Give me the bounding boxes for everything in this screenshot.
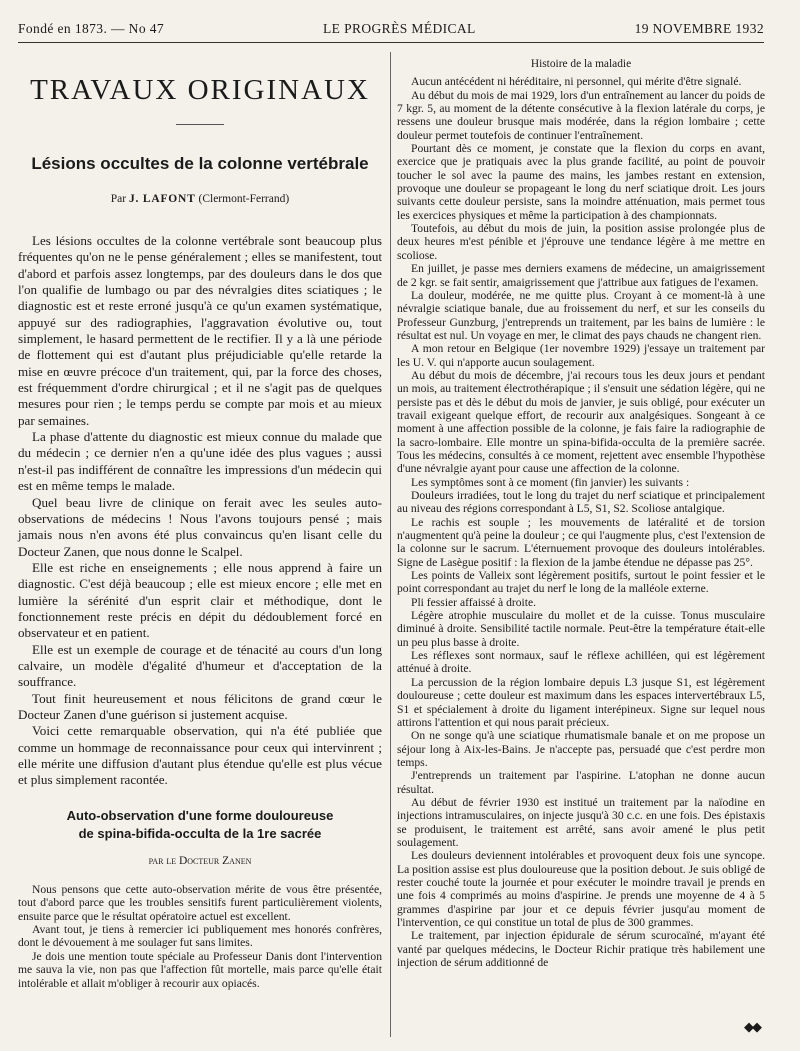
paragraph: Au début du mois de décembre, j'ai recours tous les deux jours et pendant un mois, au traitement électrothérapique ; il s'ensuit une sédation légère, qui ne persiste pas et dès le début du mois de janvier, je suis obligé, pour exécuter un travail exigeant quelque effort, de recourir aux analgésiques. Songeant à ce moment à une affection possible de la colonne, je fais faire la radiographie de la sacro-lombaire. Elle montre un spina-bifida-occulta de la première sacrée. Tous les médecins, consultés à ce moment, rejettent avec ensemble l'hypothèse d'une névralgie ayant pour cause une affection de la colonne.	[397, 368, 765, 476]
author-name: J. LAFONT	[129, 193, 196, 205]
sub-title-line-1: Auto-observation d'une forme douloureuse	[66, 807, 334, 823]
paragraph: Pourtant dès ce moment, je constate que la flexion du corps en avant, exercice que je pratiquais avec la plus grande facilité, au point de pouvoir toucher le sol avec la paume des mains, les jambes restant en extension, provoque une douleur se propageant le long du nerf sciatique droit. Les jours suivants cette douleur persiste, sans la moindre atténuation, mais permet tous les exercices physiques et même la participation à des championnats.	[397, 142, 765, 222]
article-title: Lésions occultes de la colonne vertébrale	[31, 154, 369, 173]
end-ornament: ◆◆	[744, 1019, 760, 1034]
paragraph: On ne songe qu'à une sciatique rhumatismale banale et on me propose un séjour long à Aix-les-Bains. Je n'accepte pas, persuadé que c'est perdre mon temps.	[397, 729, 765, 769]
paragraph: Voici cette remarquable observation, qui n'a été publiée que comme un hommage de reconnaissance pour ceux qui intervinrent ; elle mérite une diffusion d'autant plus étendue qu'elle est plus vécue et plus simplement racontée.	[18, 723, 382, 788]
section-title: TRAVAUX ORIGINAUX	[30, 74, 370, 106]
paragraph: Les points de Valleix sont légèrement positifs, surtout le point fessier et le point correspondant au trajet du nerf le long de la malléole externe.	[397, 569, 765, 596]
byline-prefix: Par	[110, 193, 127, 205]
sub-title-line-2: de spina-bifida-occulta de la 1re sacrée	[78, 825, 322, 841]
paragraph: Quel beau livre de clinique on ferait avec les seules auto-observations de médecins ! Nous l'avons toujours pensé ; mais jamais nous n'en avons été plus convaincus qu'en lisant celle du Docteur Zanen, que nous donne le Scalpel.	[18, 494, 382, 559]
paragraph: Légère atrophie musculaire du mollet et de la cuisse. Tonus musculaire diminué à droite. Sensibilité tactile normale. Peut-être la température était-elle un peu plus basse à droite.	[397, 609, 765, 649]
header-founded: Fondé en 1873. — No 47	[18, 21, 165, 36]
paragraph: A mon retour en Belgique (1er novembre 1929) j'essaye un traitement par les U. V. qui n'apporte aucun soulagement.	[397, 342, 765, 369]
paragraph: J'entreprends un traitement par l'aspirine. L'atophan ne donne aucun résultat.	[397, 769, 765, 796]
paragraph: La douleur, modérée, ne me quitte plus. Croyant à ce moment-là à une névralgie sciatique banale, due au froissement du nerf, et sur les conseils du Professeur Gunzburg, j'entreprends un traitement, par les bains de lumière : le résultat est nul. Un voyage en mer, le climat des pays chauds ne changent rien.	[397, 288, 765, 342]
sub-article-byline: par le Docteur Zanen	[148, 854, 252, 867]
article-byline	[18, 193, 382, 205]
paragraph: Avant tout, je tiens à remercier ici publiquement mes honorés confrères, dont le dévouement à me soulager fut sans limites.	[18, 922, 382, 950]
author-affiliation: (Clermont-Ferrand)	[198, 193, 290, 205]
paragraph: Au début de février 1930 est institué un traitement par la naïodine en injections intramusculaires, on injecte jusqu'à 30 c.c. en une fois. Des épistaxis se produisent, le traitement est arrêté, sans avoir amené le plus petit soulagement.	[397, 795, 765, 849]
left-column	[18, 58, 382, 990]
paragraph: Au début du mois de mai 1929, lors d'un entraînement au lancer du poids de 7 kgr. 5, au moment de la détente consécutive à la flexion latérale du corps, je ressens une douleur brusque mais modérée, dans la région lombaire ; cette douleur permet toutefois de continuer l'entraînement.	[397, 88, 765, 142]
paragraph: Les lésions occultes de la colonne vertébrale sont beaucoup plus fréquentes qu'on ne le pense généralement ; elles se manifestent, tout d'abord et parfois assez longtemps, par des douleurs dans le dos que l'on qualifie de lumbago ou par des névralgies dites sciatiques ; le diagnostic est et reste erroné jusqu'à ce qu'un examen systématique, appuyé sur des radiographies, l'aggravation évolutive ou, tout simplement, le hasard permettent de le rectifier. Il y a là une période de flottement qui est d'autant plus préjudiciable qu'elle retarde la mise en œuvre précoce d'un traitement, qui, par la force des choses, est fréquemment d'ordre chirurgical ; et il ne s'agit pas de quelques mesures pour rien ; le temps perdu se compte par mois et au mieux par semaines.	[18, 233, 382, 428]
history-heading: Histoire de la maladie	[530, 58, 632, 70]
paragraph: Les symptômes sont à ce moment (fin janvier) les suivants :	[411, 475, 690, 489]
sub-article-title	[18, 807, 382, 843]
paragraph: Le traitement, par injection épidurale de sérum scurocaïné, m'ayant été vanté par quelques médecins, le Docteur Richir pratique très habilement une injection de sérum additionné de	[397, 929, 765, 970]
paragraph: Nous pensons que cette auto-observation mérite de vous être présentée, tout d'abord parce que les troubles sensitifs furent particulièrement violents, ensuite parce que le résultat opératoire actuel est excellent.	[18, 882, 382, 923]
title-rule	[176, 124, 224, 125]
journal-name: LE PROGRÈS MÉDICAL	[323, 21, 476, 36]
paragraph: Elle est riche en enseignements ; elle nous apprend à faire un diagnostic. C'est déjà beaucoup ; elle est mieux encore ; elle met en lumière la sérénité d'un esprit clair et méthodique, dont le fonctionnement reste précis en dépit du dédoublement forcé en observateur et en patient.	[18, 559, 382, 641]
paragraph: Elle est un exemple de courage et de ténacité au cours d'un long calvaire, un modèle d'égalité d'humeur et d'acceptation de la souffrance.	[18, 641, 382, 690]
paragraph: En juillet, je passe mes derniers examens de médecine, un amaigrissement de 2 kgr. se fait sentir, amaigrissement que j'attribue aux fatigues de l'examen.	[397, 262, 765, 289]
sub-article-body	[18, 883, 382, 990]
issue-date: 19 NOVEMBRE 1932	[634, 21, 764, 36]
paragraph: Aucun antécédent ni héréditaire, ni personnel, qui mérite d'être signalé.	[411, 75, 742, 89]
paragraph: Les douleurs deviennent intolérables et provoquent deux fois une syncope. La position assise est plus douloureuse que la position debout. Je suis obligé de rester couché toute la journée et pour exécuter le moindre travail je prends en une fois 4 comprimés au moins d'aspirine. Je prends une moyenne de 4 à 5 grammes d'aspirine par jour et ce depuis février jusqu'au moment de l'intervention, ce qui constitue un total de plus de 300 grammes.	[397, 849, 765, 929]
paragraph: Je dois une mention toute spéciale au Professeur Danis dont l'intervention me sauva la vie, non pas que l'affection fût mortelle, mais parce qu'elle était intolérable et allait m'obliger à recourir aux opiacés.	[18, 949, 382, 990]
paragraph: Le rachis est souple ; les mouvements de latéralité et de torsion n'augmentent qu'à peine la douleur ; ce qui l'augmente plus, c'est l'extension de la colonne sur le sacrum. L'éternuement provoque des douleurs intolérables. Signe de Lasègue positif : la flexion de la jambe étendue ne dépasse pas 25°.	[397, 515, 765, 569]
paragraph: Toutefois, au début du mois de juin, la position assise prolongée plus de deux heures m'est pénible et j'éprouve une tendance légère à me mettre en scoliose.	[397, 222, 765, 262]
column-divider	[390, 52, 391, 1037]
article-body	[18, 233, 382, 789]
running-header	[18, 19, 764, 39]
header-rule	[18, 42, 764, 43]
paragraph: La percussion de la région lombaire depuis L3 jusque S1, est légèrement douloureuse ; cette douleur est maximum dans les espaces intervertébraux L5, S1 et spécialement à droite du ligament interépineux. Signe sur lequel nous attirons l'attention et qui nous parait précieux.	[397, 675, 765, 729]
paragraph: Pli fessier affaissé à droite.	[411, 595, 537, 609]
paragraph: La phase d'attente du diagnostic est mieux connue du malade que du médecin ; ce dernier n'en a qu'une idée des plus vagues ; aussi n'est-il pas indifférent de connaître les impressions d'un médecin qui est en même temps le malade.	[18, 429, 382, 494]
paragraph: Les réflexes sont normaux, sauf le réflexe achilléen, qui est légèrement atténué à droite.	[397, 649, 765, 676]
paragraph: Douleurs irradiées, tout le long du trajet du nerf sciatique et principalement au niveau des régions correspondant à L5, S1, S2. Scoliose antalgique.	[397, 489, 765, 516]
right-column	[397, 58, 765, 969]
paragraph: Tout finit heureusement et nous félicitons de grand cœur le Docteur Zanen d'une guérison si justement acquise.	[18, 690, 382, 722]
